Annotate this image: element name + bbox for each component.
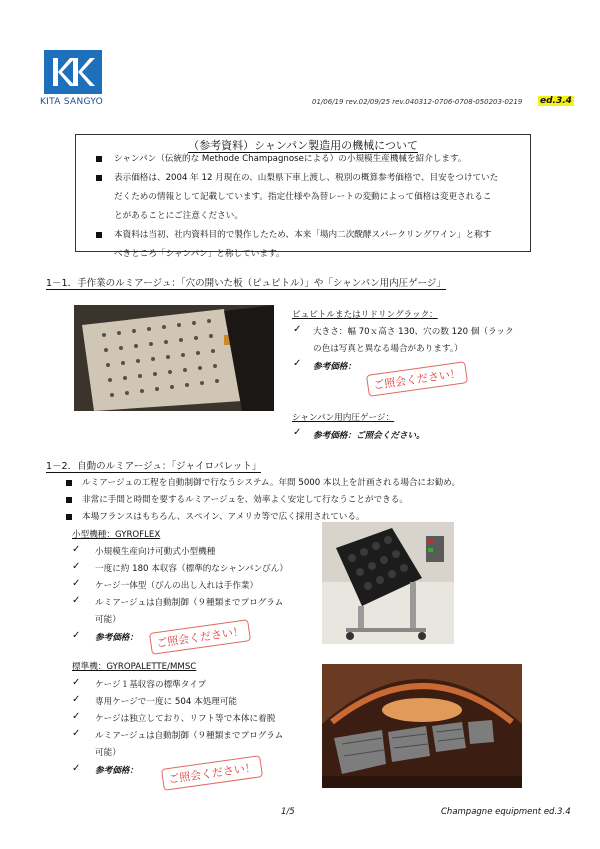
pupitre-item: 大きさ：幅 70ｘ高さ 130、穴の数 120 個（ラック [313,327,514,337]
check-icon: ✓ [72,630,81,641]
revision-line: 01/06/19 rev.02/09/25 rev.040312-0706-0708-050203-0219 [312,98,523,106]
intro-bullet-line: 表示価格は、2004 年 12 月現在の、山梨県下車上渡し、税別の概算参考価格で、目安をつけていた [114,173,499,183]
small-model-price-label: 参考価格： [95,633,138,643]
gyroflex-photo [322,522,454,644]
check-icon: ✓ [72,677,81,688]
pupitre-photo [74,305,274,411]
intro-bullet [114,226,522,264]
check-icon: ✓ [72,561,81,572]
pupitre-item: の色は写真と異なる場合があります。） [313,344,463,354]
gyropalette-cellar-image [322,664,522,788]
gauge-price-label: 参考価格：ご照会ください。 [313,431,425,441]
check-icon: ✓ [72,595,81,606]
intro-bullet-line: 本資料は当初、社内資料目的で製作したため、本来「場内二次醗酵スパークリングワイン」と称す [114,230,492,240]
intro-bullet [114,169,522,226]
bullet-square-icon [66,497,72,503]
bullet-square-icon [96,232,102,238]
small-model-item: 可能） [95,615,121,625]
gyro-bullet: 本場フランスはもちろん、スペイン、アメリカ等で広く採用されている。 [82,512,365,522]
gauge-title: シャンパン用内圧ゲージ： [292,413,395,423]
logo-mark-icon [44,50,102,94]
small-model-title: 小型機種：GYROFLEX [72,530,161,540]
inquiry-stamp: ご照会ください！ [366,361,468,397]
gyroflex-photo-image [322,522,454,644]
check-icon: ✓ [72,711,81,722]
standard-model-item: ケージ１基収容の標準タイプ [95,680,207,690]
gyro-bullet: 非常に手間と時間を要するルミアージュを、効率よく安定して行なうことができる。 [82,495,408,505]
bullet-square-icon [66,514,72,520]
edition-badge: ed.3.4 [540,96,572,106]
small-model-item: ケージ一体型（びんの出し入れは手作業） [95,581,259,591]
standard-model-price-label: 参考価格： [95,766,138,776]
standard-model-item: 可能） [95,748,121,758]
intro-bullet-line: べきところ「シャンパン」と称しています。 [114,249,285,259]
check-icon: ✓ [72,578,81,589]
company-name: KITA SANGYO [40,97,104,107]
bullet-square-icon [66,480,72,486]
intro-title: （参考資料）シャンパン製造用の機械について [188,139,418,152]
small-model-item: ルミアージュは自動制御（９種類までプログラム [95,598,284,608]
standard-model-item: 専用ケージで一度に 504 本処理可能 [95,697,238,707]
standard-model-item: ルミアージュは自動制御（９種類までプログラム [95,731,284,741]
page-number: 1/5 [281,807,295,817]
gyro-bullet: ルミアージュの工程を自動制御で行なうシステム。年間 5000 本以上を計画される場合にお勧め。 [82,478,461,488]
standard-model-item: ケージは独立しており、リフト等で本体に着脱 [95,714,276,724]
section1-heading: 1－1．手作業のルミアージュ：「穴の開いた板（ピュピトル）」や「シャンパン用内圧ゲージ」 [46,278,446,289]
check-icon: ✓ [293,427,302,438]
standard-model-title: 標準機：GYROPALETTE/MMSC [72,662,197,672]
pupitre-price-label: 参考価格： [313,362,356,372]
document-footer: Champagne equipment ed.3.4 [441,807,571,817]
pupitre-photo-image [74,305,274,411]
check-icon: ✓ [72,728,81,739]
check-icon: ✓ [72,763,81,774]
gyropalette-cellar-photo [322,664,522,788]
intro-box [75,134,531,259]
bullet-square-icon [96,175,102,181]
company-logo [44,50,102,94]
inquiry-stamp: ご照会ください！ [161,755,263,791]
small-model-item: 小規模生産向け可動式小型機種 [95,547,216,557]
small-model-item: 一度に約 180 本収容（標準的なシャンパンびん） [95,564,288,574]
check-icon: ✓ [293,324,302,335]
check-icon: ✓ [293,358,302,369]
check-icon: ✓ [72,694,81,705]
intro-bullet-line: だくための情報として記載しています。指定仕様や為替レートの変動によって価格は変更されるこ [114,192,492,202]
section2-heading: 1－2．自動のルミアージュ：「ジャイロパレット」 [46,461,262,472]
inquiry-stamp: ご照会ください！ [149,619,251,655]
bullet-square-icon [96,156,102,162]
check-icon: ✓ [72,544,81,555]
intro-bullet-line: とがあることにご注意ください。 [114,211,243,221]
intro-bullet [114,150,522,169]
intro-bullet-line: シャンパン（伝統的な Methode Champagnoseによる）の小規模生産機械を紹介します。 [114,154,467,164]
pupitre-title: ピュピトルまたはリドリングラック： [292,310,438,320]
